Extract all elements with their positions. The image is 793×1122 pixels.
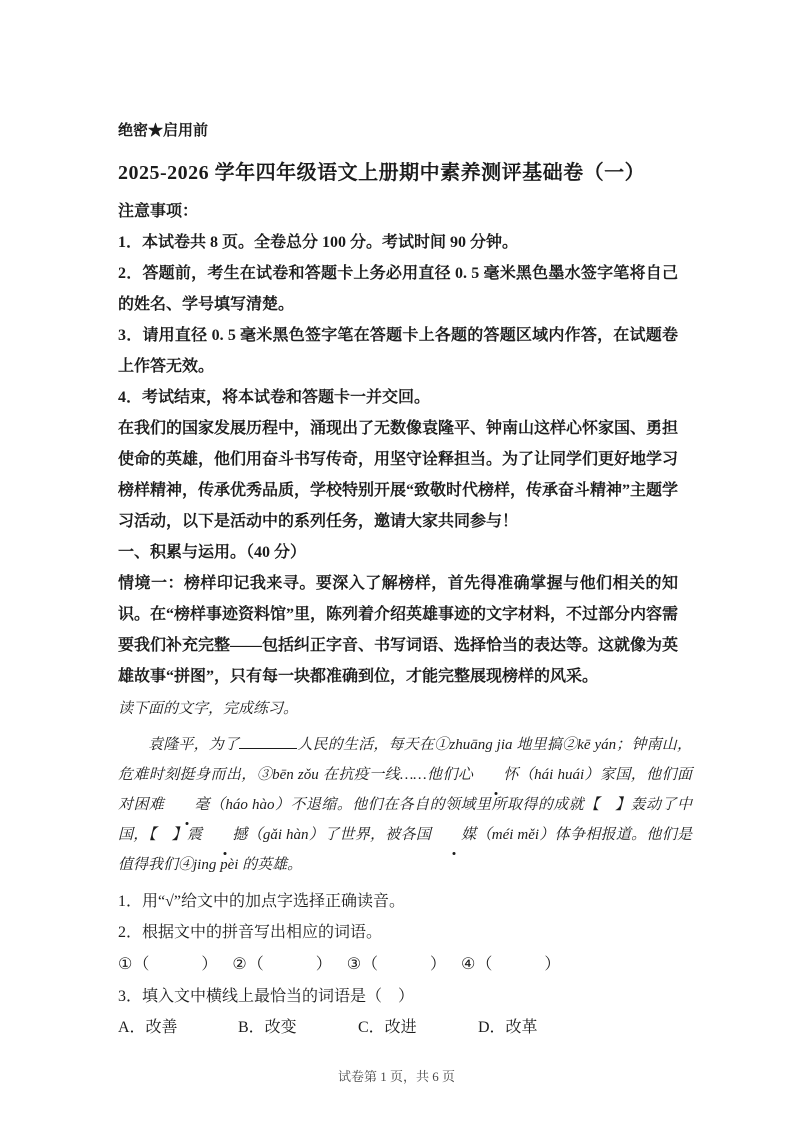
passage-text: （méi měi）体争相报道。他们是值得我们④jing pèi 的英雄。: [118, 827, 692, 873]
question-2-answer-blanks: ①（ ） ②（ ） ③（ ） ④（ ）: [118, 956, 562, 973]
page-content: [118, 120, 693, 1043]
notice-heading: 注意事项：: [118, 203, 199, 220]
notice-item-2: 2．答题前，考生在试卷和答题卡上务必用直径 0. 5 毫米黑色墨水签字笔将自己的姓名、学号填写清楚。: [118, 265, 678, 313]
question-3: 3．填入文中横线上最恰当的词语是（ ）: [118, 988, 415, 1005]
passage-text: （gǎi hàn）了世界，被各国: [247, 827, 432, 843]
option-b: B．改变: [238, 1019, 297, 1036]
exam-title: 2025-2026 学年四年级语文上册期中素养测评基础卷（一）: [118, 162, 646, 184]
option-d: D．改革: [478, 1019, 538, 1036]
fill-in-blank-line: [239, 733, 297, 749]
intro-paragraph: 在我们的国家发展历程中，涌现出了无数像袁隆平、钟南山这样心怀家国、勇担使命的英雄，他们用奋斗书写传奇，用坚守诠释担当。为了让同学们更好地学习榜样精神，传承优秀品质，学校特别开展“致敬时代榜样，传承奋斗精神”主题学习活动，以下是活动中的系列任务，邀请大家共同参与！: [118, 420, 679, 530]
passage-text: 袁隆平，为了: [148, 737, 240, 753]
dotted-character: 毫: [164, 790, 209, 820]
secrecy-notice: 绝密★启用前: [118, 123, 209, 139]
notice-item-4: 4．考试结束，将本试卷和答题卡一并交回。: [118, 389, 431, 406]
section-1-heading: 一、积累与运用。（40 分）: [118, 544, 307, 561]
notice-item-1: 1．本试卷共 8 页。全卷总分 100 分。考试时间 90 分钟。: [118, 234, 519, 251]
passage-text: （háo hào）不退缩。他们在各自的领域里所取得的成就【 】轰动了中国，【 】震: [118, 797, 692, 843]
passage-text: 人民的生活，每天在①zhuāng jia 地里搞②kē yán；钟南山，危难时刻挺身而出，③bēn zǒu 在抗疫一线……他们心: [118, 737, 692, 783]
question-1: 1．用“√”给文中的加点字选择正确读音。: [118, 893, 405, 910]
dotted-character: 撼: [202, 820, 247, 850]
question-2: 2．根据文中的拼音写出相应的词语。: [118, 924, 383, 941]
reading-instruction: 读下面的文字，完成练习。: [118, 701, 299, 717]
dotted-character: 媒: [431, 820, 476, 850]
option-a: A．改善: [118, 1019, 178, 1036]
passage-text: （hái huái）家国，他们面对困难: [118, 767, 693, 813]
question-3-options: [118, 1012, 678, 1043]
option-c: C．改进: [358, 1019, 417, 1036]
scenario-1-paragraph: 情境一：榜样印记我来寻。要深入了解榜样，首先得准确掌握与他们相关的知识。在“榜样事迹资料馆”里，陈列着介绍英雄事迹的文字材料，不过部分内容需要我们补充完整——包括纠正字音、书写词语、选择恰当的表达等。这就像为英雄故事“拼图”，只有每一块都准确到位，才能完整展现榜样的风采。: [118, 575, 679, 685]
reading-passage: [118, 730, 692, 880]
page-footer: 试卷第 1 页，共 6 页: [337, 1069, 455, 1084]
notice-item-3: 3．请用直径 0. 5 毫米黑色签字笔在答题卡上各题的答题区域内作答，在试题卷上作答无效。: [118, 327, 678, 375]
dotted-character: 怀: [473, 760, 518, 790]
